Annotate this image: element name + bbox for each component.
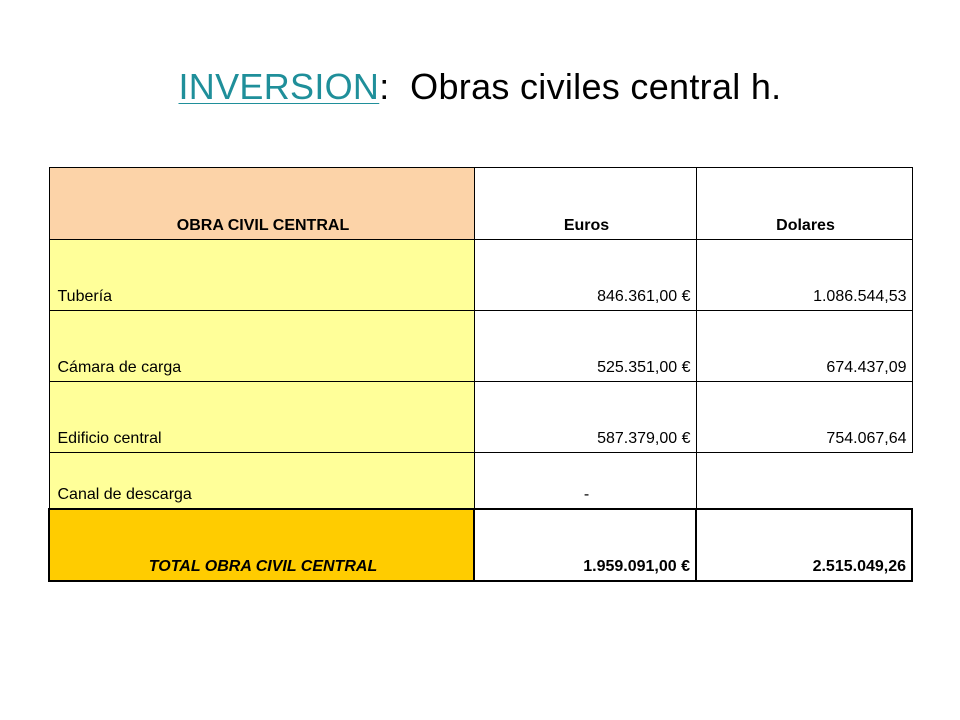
total-dolares: 2.515.049,26 bbox=[696, 509, 912, 581]
table-row bbox=[49, 382, 912, 453]
header-euros: Euros bbox=[474, 168, 696, 240]
table-row bbox=[49, 311, 912, 382]
title-text: Obras civiles central h. bbox=[410, 66, 782, 107]
inversion-link[interactable]: INVERSION bbox=[178, 66, 380, 107]
total-concept: TOTAL OBRA CIVIL CENTRAL bbox=[49, 509, 474, 581]
title-separator: : bbox=[379, 66, 390, 107]
table-header-row bbox=[49, 168, 912, 240]
header-obra-civil: OBRA CIVIL CENTRAL bbox=[49, 168, 474, 240]
header-dolares: Dolares bbox=[696, 168, 912, 240]
row-dolares: 674.437,09 bbox=[696, 311, 912, 382]
row-dolares: 1.086.544,53 bbox=[696, 240, 912, 311]
total-euros: 1.959.091,00 € bbox=[474, 509, 696, 581]
row-euros: 587.379,00 € bbox=[474, 382, 696, 453]
page-title bbox=[0, 66, 960, 108]
table-row bbox=[49, 453, 912, 510]
row-dolares: 754.067,64 bbox=[696, 382, 912, 453]
row-concept: Canal de descarga bbox=[49, 453, 474, 510]
row-concept: Edificio central bbox=[49, 382, 474, 453]
row-euros: - bbox=[474, 453, 696, 510]
obra-civil-table bbox=[48, 167, 913, 582]
table-row bbox=[49, 240, 912, 311]
row-concept: Tubería bbox=[49, 240, 474, 311]
row-dolares bbox=[696, 453, 912, 510]
row-euros: 525.351,00 € bbox=[474, 311, 696, 382]
table-total-row bbox=[49, 509, 912, 581]
row-euros: 846.361,00 € bbox=[474, 240, 696, 311]
row-concept: Cámara de carga bbox=[49, 311, 474, 382]
